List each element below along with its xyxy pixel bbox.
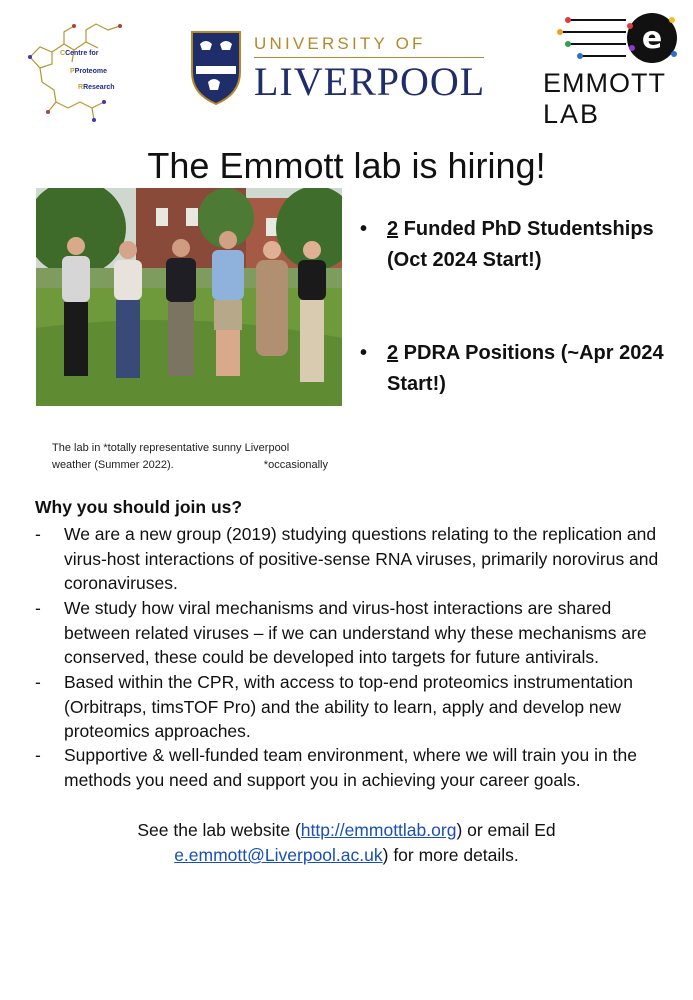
shield-icon — [190, 30, 242, 106]
caption-line-2: weather (Summer 2022). — [52, 459, 174, 471]
position-label: Funded PhD Studentships (Oct 2024 Start!) — [387, 218, 654, 271]
photo-caption — [52, 440, 352, 474]
svg-text:e: e — [641, 21, 663, 56]
position-count: 2 — [387, 342, 399, 364]
position-pdra — [360, 338, 690, 402]
uol-wordmark-bottom: LIVERPOOL — [254, 59, 486, 104]
caption-line-1: The lab in *totally representative sunny Liverpool — [52, 442, 290, 454]
uol-wordmark-top: UNIVERSITY OF — [254, 34, 426, 53]
divider — [254, 57, 484, 58]
circuit-e-icon — [540, 10, 680, 68]
emmott-lab-logo — [540, 10, 680, 128]
why-item-text: Supportive & well-funded team environment, where we will train you in the methods you need and support you in achieving your career goals. — [64, 745, 637, 790]
position-count: 2 — [387, 218, 399, 240]
cpr-line1: Centre for — [65, 50, 99, 57]
why-item-text: We are a new group (2019) studying questions relating to the replication and virus-host interactions of positive-sense RNA viruses, primarily norovirus and coronaviruses. — [64, 524, 659, 593]
lab-wordmark: LAB — [543, 99, 601, 129]
lab-website-link[interactable]: http://emmottlab.org — [300, 820, 457, 840]
contact-prefix: See the lab website ( — [137, 820, 301, 840]
contact-middle: ) or email Ed — [456, 820, 556, 840]
contact-suffix: ) for more details. — [382, 845, 519, 865]
why-item-text: We study how viral mechanisms and virus-host interactions are shared between related viruses – if we can understand why these mechanisms are conserved, these could be developed into targets for future antivirals. — [64, 598, 647, 667]
position-label: PDRA Positions (~Apr 2024 Start!) — [387, 342, 664, 395]
position-phd — [360, 214, 690, 278]
page-title: The Emmott lab is hiring! — [147, 145, 546, 186]
university-of-liverpool-logo — [190, 30, 490, 108]
team-photo — [36, 188, 342, 406]
email-link[interactable]: e.emmott@Liverpool.ac.uk — [174, 845, 383, 865]
contact-info — [0, 818, 693, 868]
why-item-text: Based within the CPR, with access to top-end proteomics instrumentation (Orbitraps, timsTOF Pro) and the ability to learn, apply and develop new proteomics approaches. — [64, 672, 634, 741]
bullet-icon: • — [360, 218, 368, 240]
emmott-wordmark: EMMOTT — [543, 68, 666, 98]
cpr-line2: Proteome — [74, 68, 107, 75]
cpr-logo: CCentre for PProteome RResearch — [22, 12, 140, 127]
caption-footnote: *occasionally — [263, 459, 328, 471]
bullet-icon: • — [360, 342, 368, 364]
cpr-line3: Research — [83, 84, 115, 91]
why-heading: Why you should join us? — [35, 497, 243, 517]
